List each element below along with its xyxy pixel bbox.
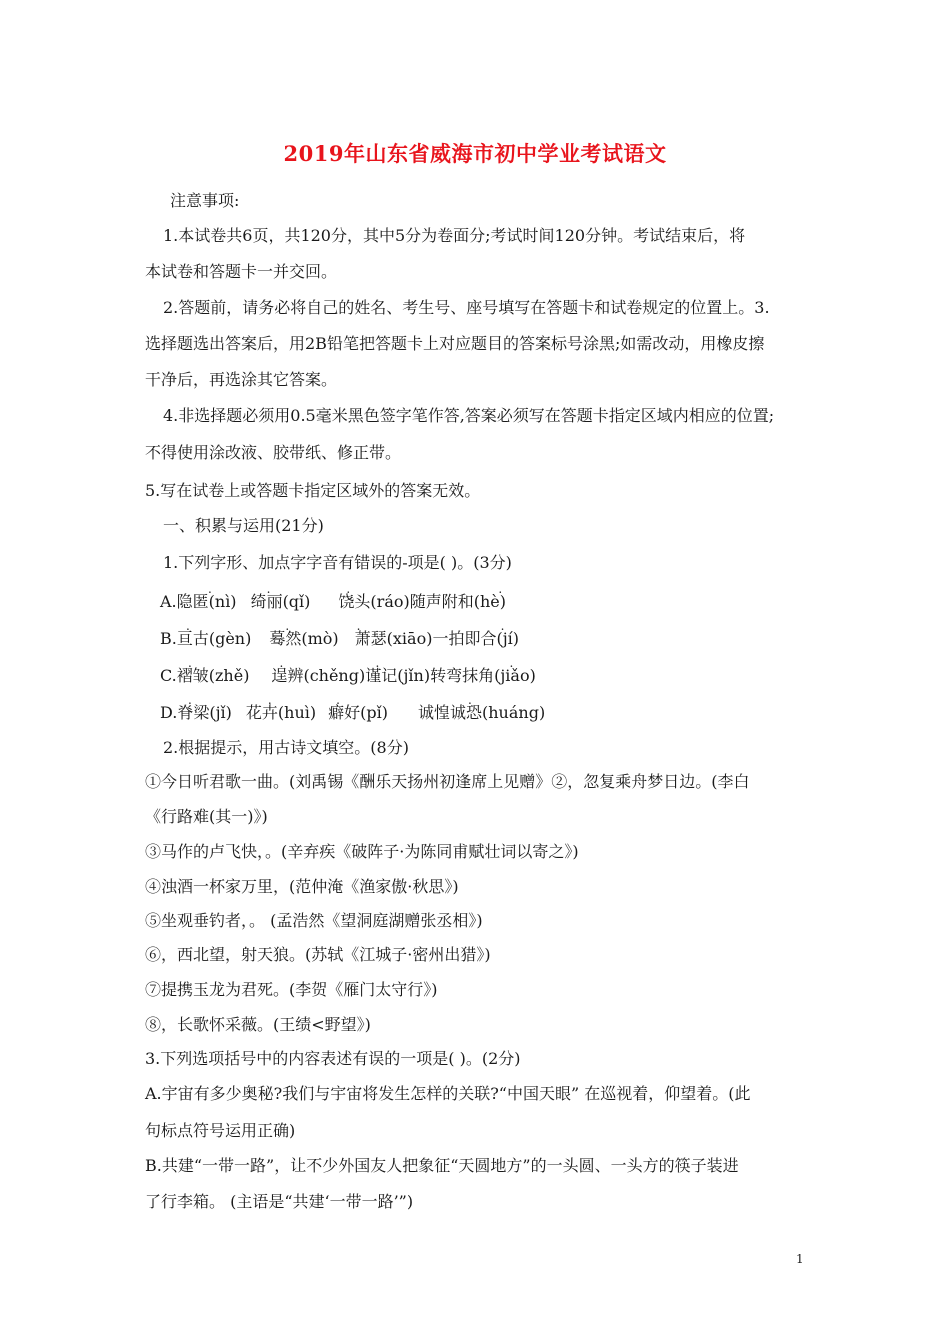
notice-item-4a: 4.非选择题必须用0.5毫米黑色签字笔作答,答案必须写在答题卡指定区域内相应的位置; [163, 406, 775, 425]
option-segment: . . 饶头(ráo)随声附和(hè) [338, 582, 506, 611]
option-segment: . 诚惶诚恐(huáng) [418, 693, 546, 722]
option-segment: . 绮丽(qǐ) [250, 582, 311, 611]
q3-stem: 3.下列选项括号中的内容表述有误的一项是( )。(2分) [145, 1049, 521, 1068]
page-title: 2019年山东省威海市初中学业考试语文 [283, 141, 667, 166]
q2-line-7: ⑦提携玉龙为君死。(李贺《雁门太守行》) [145, 980, 438, 999]
page-number: 1 [796, 1252, 804, 1266]
option-segment: . D.脊梁(jǐ) [160, 693, 232, 722]
q1-option-b [160, 619, 520, 650]
q1-option-c [160, 656, 536, 687]
q2-stem: 2.根据提示，用古诗文填空。(8分) [163, 738, 409, 757]
q2-line-1: ①今日听君歌一曲。(刘禹锡《酬乐天扬州初逢席上见赠》②，忽复乘舟梦日边。(李白 [145, 772, 750, 791]
option-segment: . 蓦然(mò) [269, 619, 339, 648]
notice-heading: 注意事项: [170, 191, 240, 210]
q3-option-b-line-1: B.共建“一带一路”，让不少外国友人把象征“天圆地方”的一头圆、一头方的筷子装进 [145, 1156, 739, 1175]
option-segment: . . 萧瑟(xiāo)一拍即合(jí) [354, 619, 520, 648]
option-segment: . C.褶皱(zhě) [160, 656, 250, 685]
q2-line-3: ③马作的卢飞快，。(辛弃疾《破阵子·为陈同甫赋壮词以寄之》) [145, 842, 579, 861]
section-heading: 一、积累与运用(21分) [163, 516, 324, 535]
option-segment: . B.亘古(gèn) [160, 619, 252, 648]
option-segment: . 癖好(pǐ) [328, 693, 388, 722]
notice-item-2c: 干净后，再选涂其它答案。 [145, 370, 338, 389]
notice-item-1b: 本试卷和答题卡一并交回。 [145, 262, 338, 281]
q1-option-d [160, 693, 546, 724]
notice-item-5: 5.写在试卷上或答题卡指定区域外的答案无效。 [145, 481, 481, 500]
q3-option-a-line-1: A.宇宙有多少奥秘?我们与宇宙将发生怎样的关联?“中国天眼” 在巡视着，仰望着。(此 [145, 1084, 751, 1103]
q2-line-4: ④浊酒一杯家万里，(范仲淹《渔家傲·秋思》) [145, 877, 459, 896]
notice-item-4b: 不得使用涂改液、胶带纸、修正带。 [145, 443, 402, 462]
notice-item-1a: 1.本试卷共6页，共120分，其中5分为卷面分;考试时间120分钟。考试结束后，将 [163, 226, 746, 245]
q2-line-1b: 《行路难(其一)》) [145, 807, 268, 826]
notice-item-2b: 选择题选出答案后，用2B铅笔把答题卡上对应题目的答案标号涂黑;如需改动，用橡皮擦 [145, 334, 765, 353]
option-segment: . . . 逞辨(chěng)谨记(jǐn)转弯抹角(jiǎo) [271, 656, 536, 685]
q2-line-8: ⑧，长歌怀采薇。(王绩<野望》) [145, 1015, 371, 1034]
q3-option-b-line-2: 了行李箱。 (主语是“共建‘一带一路’”) [145, 1192, 414, 1211]
q3-option-a-line-2: 句标点符号运用正确) [145, 1121, 296, 1140]
q1-stem: 1.下列字形、加点字字音有错误的-项是( )。(3分) [163, 553, 512, 572]
notice-item-2a: 2.答题前，请务必将自己的姓名、考生号、座号填写在答题卡和试卷规定的位置上。3. [163, 298, 770, 317]
option-segment: . 花卉(huì) [245, 693, 317, 722]
option-segment: . A.隐匿(nì) [160, 582, 237, 611]
q1-option-a [160, 582, 506, 613]
q2-line-6: ⑥，西北望，射天狼。(苏轼《江城子·密州出猎》) [145, 945, 491, 964]
q2-line-5: ⑤坐观垂钓者，。 (孟浩然《望洞庭湖赠张丞相》) [145, 911, 483, 930]
